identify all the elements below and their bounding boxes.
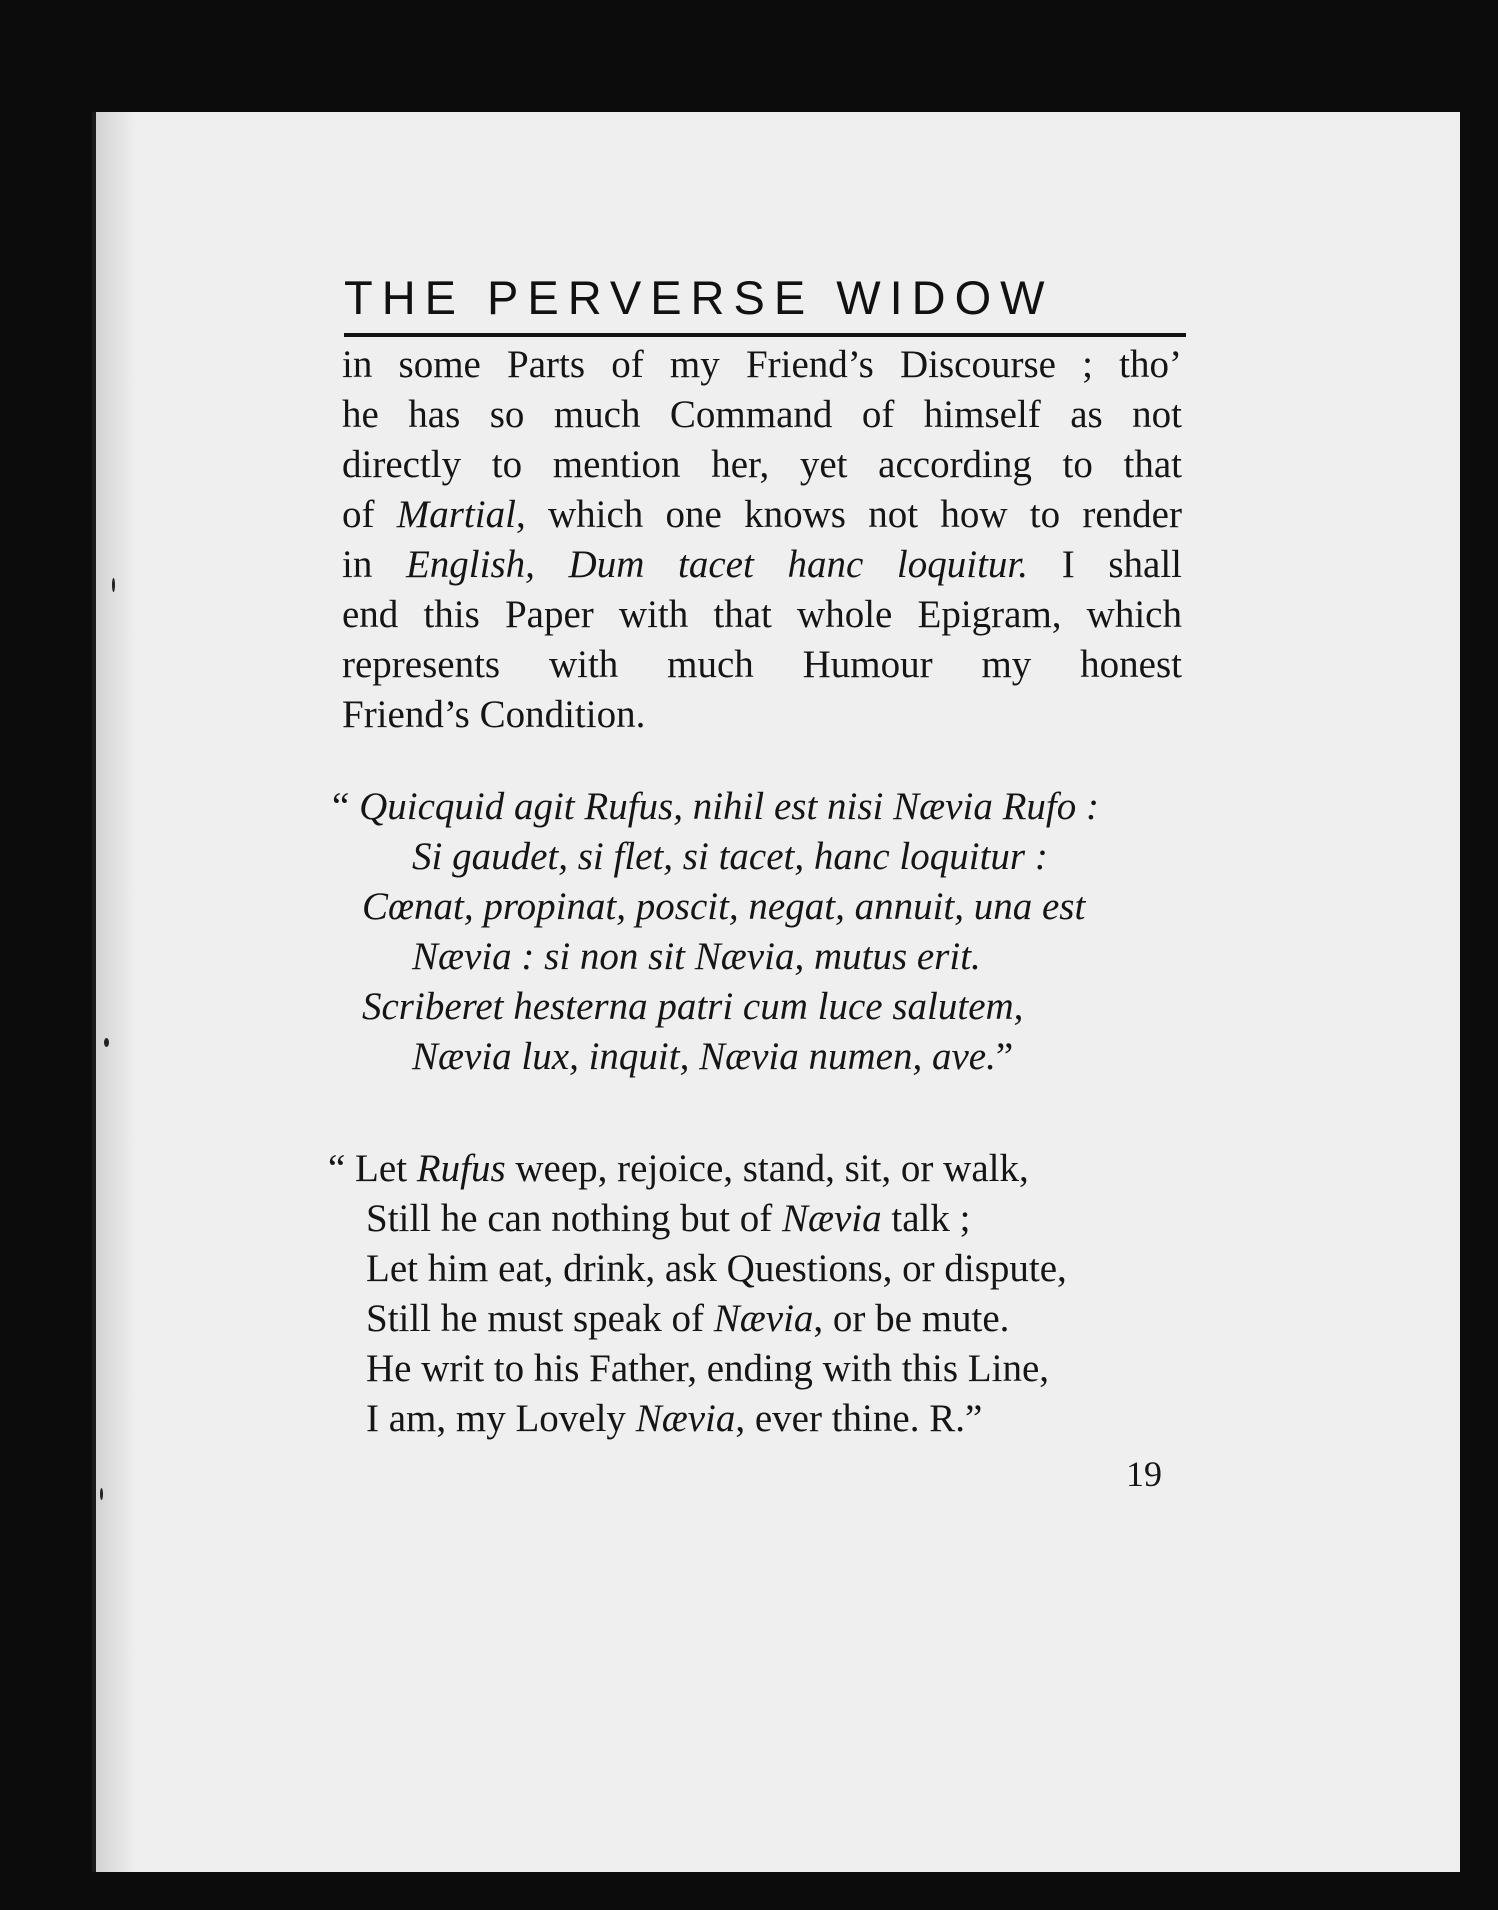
english-verse-text: , ever thine. R.” — [735, 1397, 983, 1440]
paragraph-text: end this Paper with that whole Epigram, which — [342, 593, 1182, 636]
paragraph-text: English, Dum tacet hanc loquitur. — [405, 543, 1029, 586]
english-verse-text: Nævia — [713, 1297, 814, 1340]
margin-speck — [100, 1488, 103, 1500]
paragraph-text: , which one knows not how to render — [515, 493, 1182, 536]
paragraph-text: of — [342, 493, 397, 536]
english-verse-text: Let him eat, drink, ask Questions, or dispute, — [366, 1247, 1067, 1290]
margin-speck — [112, 578, 115, 592]
english-verse-text: Rufus — [416, 1147, 506, 1190]
paragraph-text: Friend’s Condition. — [342, 693, 646, 736]
paragraph-line — [342, 340, 1182, 390]
latin-verse-text: Si gaudet, si flet, si tacet, hanc loquitur : — [412, 835, 1048, 878]
latin-verse-line — [412, 832, 1048, 882]
english-verse-text: Still he can nothing but of — [366, 1197, 782, 1240]
latin-verse-text: Quicquid agit Rufus, nihil est nisi Nævia Rufo : — [359, 785, 1099, 828]
latin-verse-text: “ — [332, 785, 360, 828]
english-verse-text: , or be mute. — [813, 1297, 1010, 1340]
english-verse-text: talk ; — [881, 1197, 971, 1240]
english-verse-text: Still he must speak of — [366, 1297, 714, 1340]
paragraph-line — [342, 640, 1182, 690]
paragraph-line — [342, 440, 1182, 490]
english-verse-line — [366, 1244, 1067, 1294]
english-verse-line — [328, 1144, 1029, 1194]
english-verse-text: He writ to his Father, ending with this Line, — [366, 1347, 1050, 1390]
latin-verse-text: Nævia lux, inquit, Nævia numen, ave. — [412, 1035, 996, 1078]
paragraph-text: in some Parts of my Friend’s Discourse ; tho’ — [342, 343, 1182, 386]
paragraph-text: I shall — [1028, 543, 1182, 586]
latin-verse-line — [332, 782, 1099, 832]
running-head-rule — [344, 333, 1186, 337]
latin-verse-line — [412, 1032, 1013, 1082]
english-verse-line — [366, 1194, 970, 1244]
latin-verse-text: Nævia : si non sit Nævia, mutus erit. — [412, 935, 981, 978]
paragraph-line — [342, 390, 1182, 440]
page-number: 19 — [1126, 1454, 1162, 1494]
english-verse-text: Nævia — [781, 1197, 882, 1240]
paragraph-line — [342, 590, 1182, 640]
english-verse-line — [366, 1344, 1049, 1394]
english-verse-text: weep, rejoice, stand, sit, or walk, — [505, 1147, 1029, 1190]
margin-speck — [104, 1038, 109, 1047]
english-verse-text: I am, my Lovely — [366, 1397, 636, 1440]
latin-verse-line — [362, 982, 1023, 1032]
paragraph-text: represents with much Humour my honest — [342, 643, 1182, 686]
paragraph-line — [342, 540, 1182, 590]
paragraph-text: Martial — [396, 493, 516, 536]
english-verse-text: “ Let — [328, 1147, 417, 1190]
english-verse-text: Nævia — [635, 1397, 736, 1440]
paragraph-line — [342, 490, 1182, 540]
english-verse-line — [366, 1294, 1009, 1344]
english-verse-line — [366, 1394, 982, 1444]
latin-verse-line — [412, 932, 981, 982]
latin-verse-text: Cœnat, propinat, poscit, negat, annuit, una est — [362, 885, 1086, 928]
running-head: THE PERVERSE WIDOW — [344, 271, 1054, 324]
gutter-shadow — [96, 112, 136, 1872]
latin-verse-text: Scriberet hesterna patri cum luce salutem, — [362, 985, 1024, 1028]
latin-verse-line — [362, 882, 1085, 932]
paragraph-text: he has so much Command of himself as not — [342, 393, 1182, 436]
paragraph-text: in — [342, 543, 406, 586]
paragraph-line — [342, 690, 1182, 740]
paragraph-text: directly to mention her, yet according to that — [342, 443, 1182, 486]
latin-verse-text: ” — [995, 1035, 1014, 1078]
